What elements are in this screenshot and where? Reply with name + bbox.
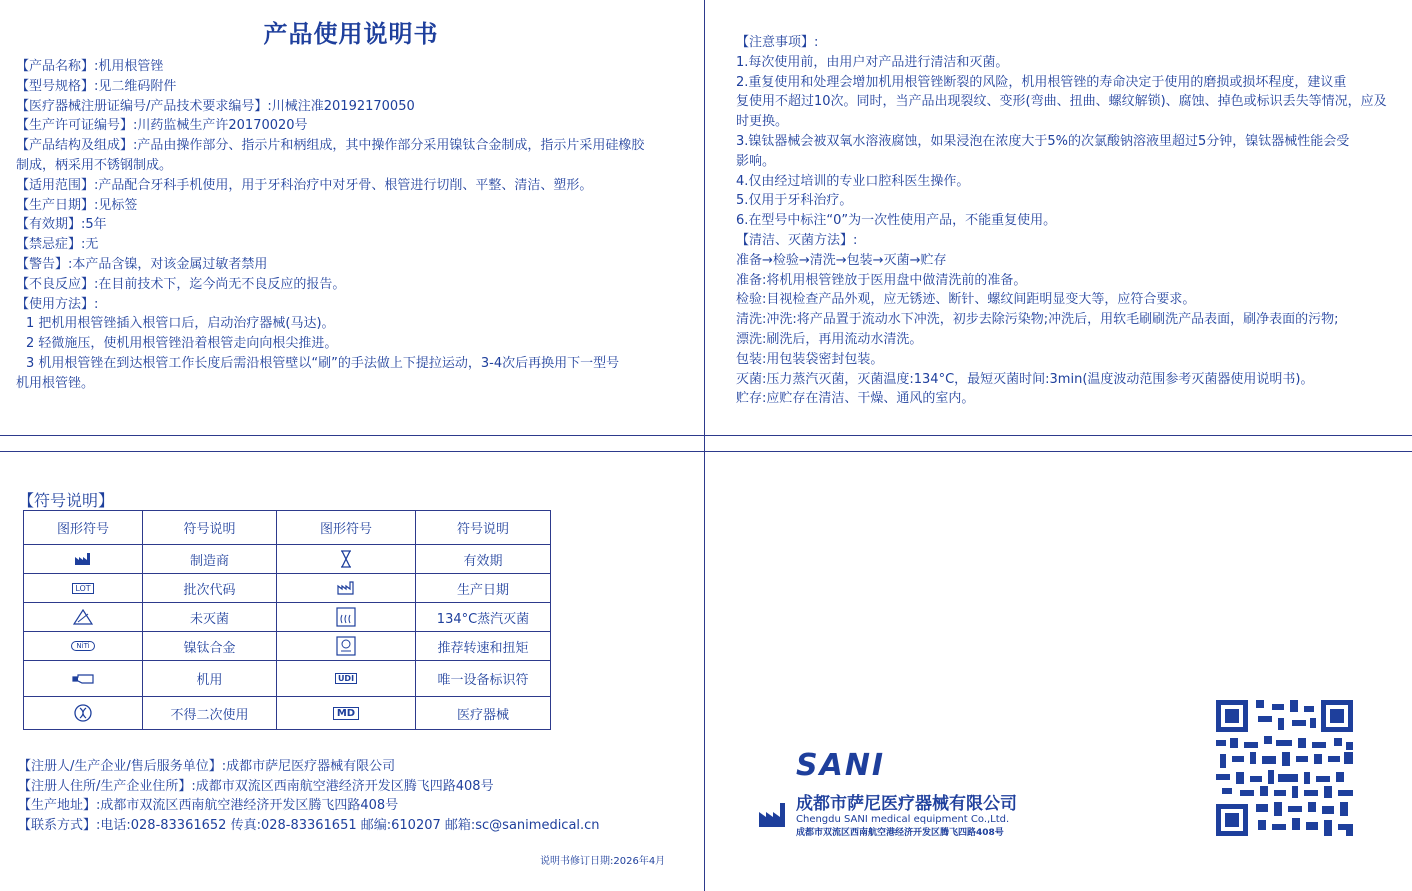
revision-date: 说明书修订日期:2026年4月 [540,856,666,867]
product-info-list [16,57,686,394]
info-line: 【注册人/生产企业/售后服务单位】:成都市萨尼医疗器械有限公司 [18,759,396,774]
symbol-label: 批次代码 [143,574,277,603]
column-header: 图形符号 [24,511,143,545]
symbol-label: 134°C蒸汽灭菌 [416,603,551,632]
info-line: 机用根管锉。 [16,375,95,391]
info-line: 【产品结构及组成】:产品由操作部分、指示片和柄组成，其中操作部分采用镍钛合金制成，指示片采用硅橡胶 [16,138,645,154]
symbols-heading: 【符号说明】 [18,491,115,510]
usage-step: 1 把机用根管锉插入根管口后，启动治疗器械(马达)。 [26,316,335,332]
factory-icon [758,802,788,828]
info-line: 【产品名称】:机用根管锉 [16,59,164,74]
company-block [796,789,1017,838]
info-line: 【禁忌症】:无 [16,237,99,253]
info-line: 【型号规格】:见二维码附件 [16,78,177,94]
info-line: 【生产日期】:见标签 [16,197,138,213]
hourglass-icon [340,550,352,568]
symbol-label: 机用 [143,661,277,697]
info-line: 准备:将机用根管锉放于医用盘中做清洗前的准备。 [736,272,1027,288]
manufacturer-icon [74,552,92,566]
instructions-main [16,14,686,394]
info-line: 【有效期】:5年 [16,217,107,233]
info-line: 5.仅用于牙科治疗。 [736,193,853,209]
symbols-table [23,510,551,730]
info-line: 灭菌:压力蒸汽灭菌，灭菌温度:134°C，最短灭菌时间:3min(温度波动范围参考灭菌器使用说明书)。 [736,371,1314,387]
info-line: 【适用范围】:产品配合牙科手机使用，用于牙科治疗中对牙骨、根管进行切削、平整、清洁、塑形。 [16,177,593,193]
brand-logo [796,748,885,783]
handpiece-icon [72,673,94,685]
symbol-label: 镍钛合金 [143,632,277,661]
do-not-reuse-icon [74,704,92,722]
udi-icon: UDI [335,673,357,684]
symbol-label: 推荐转速和扭矩 [416,632,551,661]
lot-icon: LOT [72,583,93,594]
document-title: 产品使用说明书 [263,20,439,48]
column-header: 图形符号 [277,511,416,545]
niti-icon: NiTi [71,641,94,651]
non-sterile-icon [73,609,93,625]
symbol-label: 不得二次使用 [143,697,277,730]
info-line: 【生产许可证编号】:川药监械生产许20170020号 [16,118,308,134]
usage-step: 3 机用根管锉在到达根管工作长度后需沿根管壁以“刷”的手法做上下提拉运动，3-4次后再换用下一型号 [26,355,620,371]
column-header: 符号说明 [143,511,277,545]
company-name-en: Chengdu SANI medical equipment Co.,Ltd. [796,814,1010,825]
info-line: 【医疗器械注册证编号/产品技术要求编号】:川械注准20192170050 [16,98,415,114]
info-line: 时更换。 [736,114,789,130]
info-line: 复使用不超过10次。同时，当产品出现裂纹、变形(弯曲、扭曲、螺纹解锁)、腐蚀、掉色或标识丢失等情况，应及 [736,94,1387,110]
info-line: 【清洁、灭菌方法】: [736,232,858,248]
info-line: 漂洗:刷洗后，再用流动水清洗。 [736,331,923,347]
table-row [24,603,551,632]
info-line: 【注册人住所/生产企业住所】:成都市双流区西南航空港经济开发区腾飞四路408号 [18,778,494,794]
horizontal-divider-bottom [0,451,1412,452]
company-address: 成都市双流区西南航空港经济开发区腾飞四路408号 [796,828,1004,838]
vertical-divider [704,0,705,891]
info-line: 【不良反应】:在目前技术下，迄今尚无不良反应的报告。 [16,276,346,292]
info-line: 清洗:冲洗:将产品置于流动水下冲洗，初步去除污染物;冲洗后，用软毛刷刷洗产品表面，刷净表面的污物; [736,312,1339,328]
company-info [18,757,688,835]
info-line: 【联系方式】:电话:028-83361652 传真:028-83361651 邮编:610207 邮箱:sc@sanimedical.cn [18,817,600,833]
info-line: 【生产地址】:成都市双流区西南航空港经济开发区腾飞四路408号 [18,798,399,814]
symbol-label: 唯一设备标识符 [416,661,551,697]
precautions-list [736,33,1400,409]
symbol-label: 生产日期 [416,574,551,603]
manufacture-date-icon [337,581,355,595]
info-line: 包装:用包装袋密封包装。 [736,351,884,367]
symbol-label: 未灭菌 [143,603,277,632]
info-line: 4.仅由经过培训的专业口腔科医生操作。 [736,173,970,189]
info-line: 制成，柄采用不锈钢制成。 [16,157,173,173]
symbols-section [23,510,551,730]
company-name-cn: 成都市萨尼医疗器械有限公司 [796,794,1017,814]
info-line: 准备→检验→清洗→包装→灭菌→贮存 [736,252,947,268]
info-line: 影响。 [736,153,776,169]
info-line: 1.每次使用前，由用户对产品进行清洁和灭菌。 [736,54,1009,70]
usage-step: 2 轻微施压，使机用根管锉沿着根管走向向根尖推进。 [26,336,338,352]
logo-text: SANI [796,748,886,783]
table-row [24,574,551,603]
table-row [24,661,551,697]
table-row [24,697,551,730]
horizontal-divider-top [0,435,1412,436]
table-row [24,632,551,661]
table-header-row [24,511,551,545]
qr-code [1216,700,1353,836]
info-line: 贮存:应贮存在清洁、干燥、通风的室内。 [736,391,975,407]
info-line: 【警告】:本产品含镍，对该金属过敏者禁用 [16,256,268,272]
steam-sterilization-icon [336,607,356,627]
table-row [24,545,551,574]
info-line: 3.镍钛器械会被双氧水溶液腐蚀，如果浸泡在浓度大于5%的次氯酸钠溶液里超过5分钟，镍钛器械性能会受 [736,133,1350,149]
symbol-label: 医疗器械 [416,697,551,730]
column-header: 符号说明 [416,511,551,545]
info-line: 【使用方法】: [16,296,99,312]
info-line: 2.重复使用和处理会增加机用根管锉断裂的风险，机用根管锉的寿命决定于使用的磨损或损坏程度，建议重 [736,74,1347,90]
md-icon: MD [333,707,359,720]
symbol-label: 制造商 [143,545,277,574]
info-line: 【注意事项】: [736,35,819,50]
speed-torque-icon [336,636,356,656]
symbol-label: 有效期 [416,545,551,574]
info-line: 6.在型号中标注“0”为一次性使用产品，不能重复使用。 [736,213,1057,229]
precautions-section [736,33,1400,409]
info-line: 检验:目视检查产品外观，应无锈迹、断针、螺纹间距明显变大等，应符合要求。 [736,292,1196,308]
